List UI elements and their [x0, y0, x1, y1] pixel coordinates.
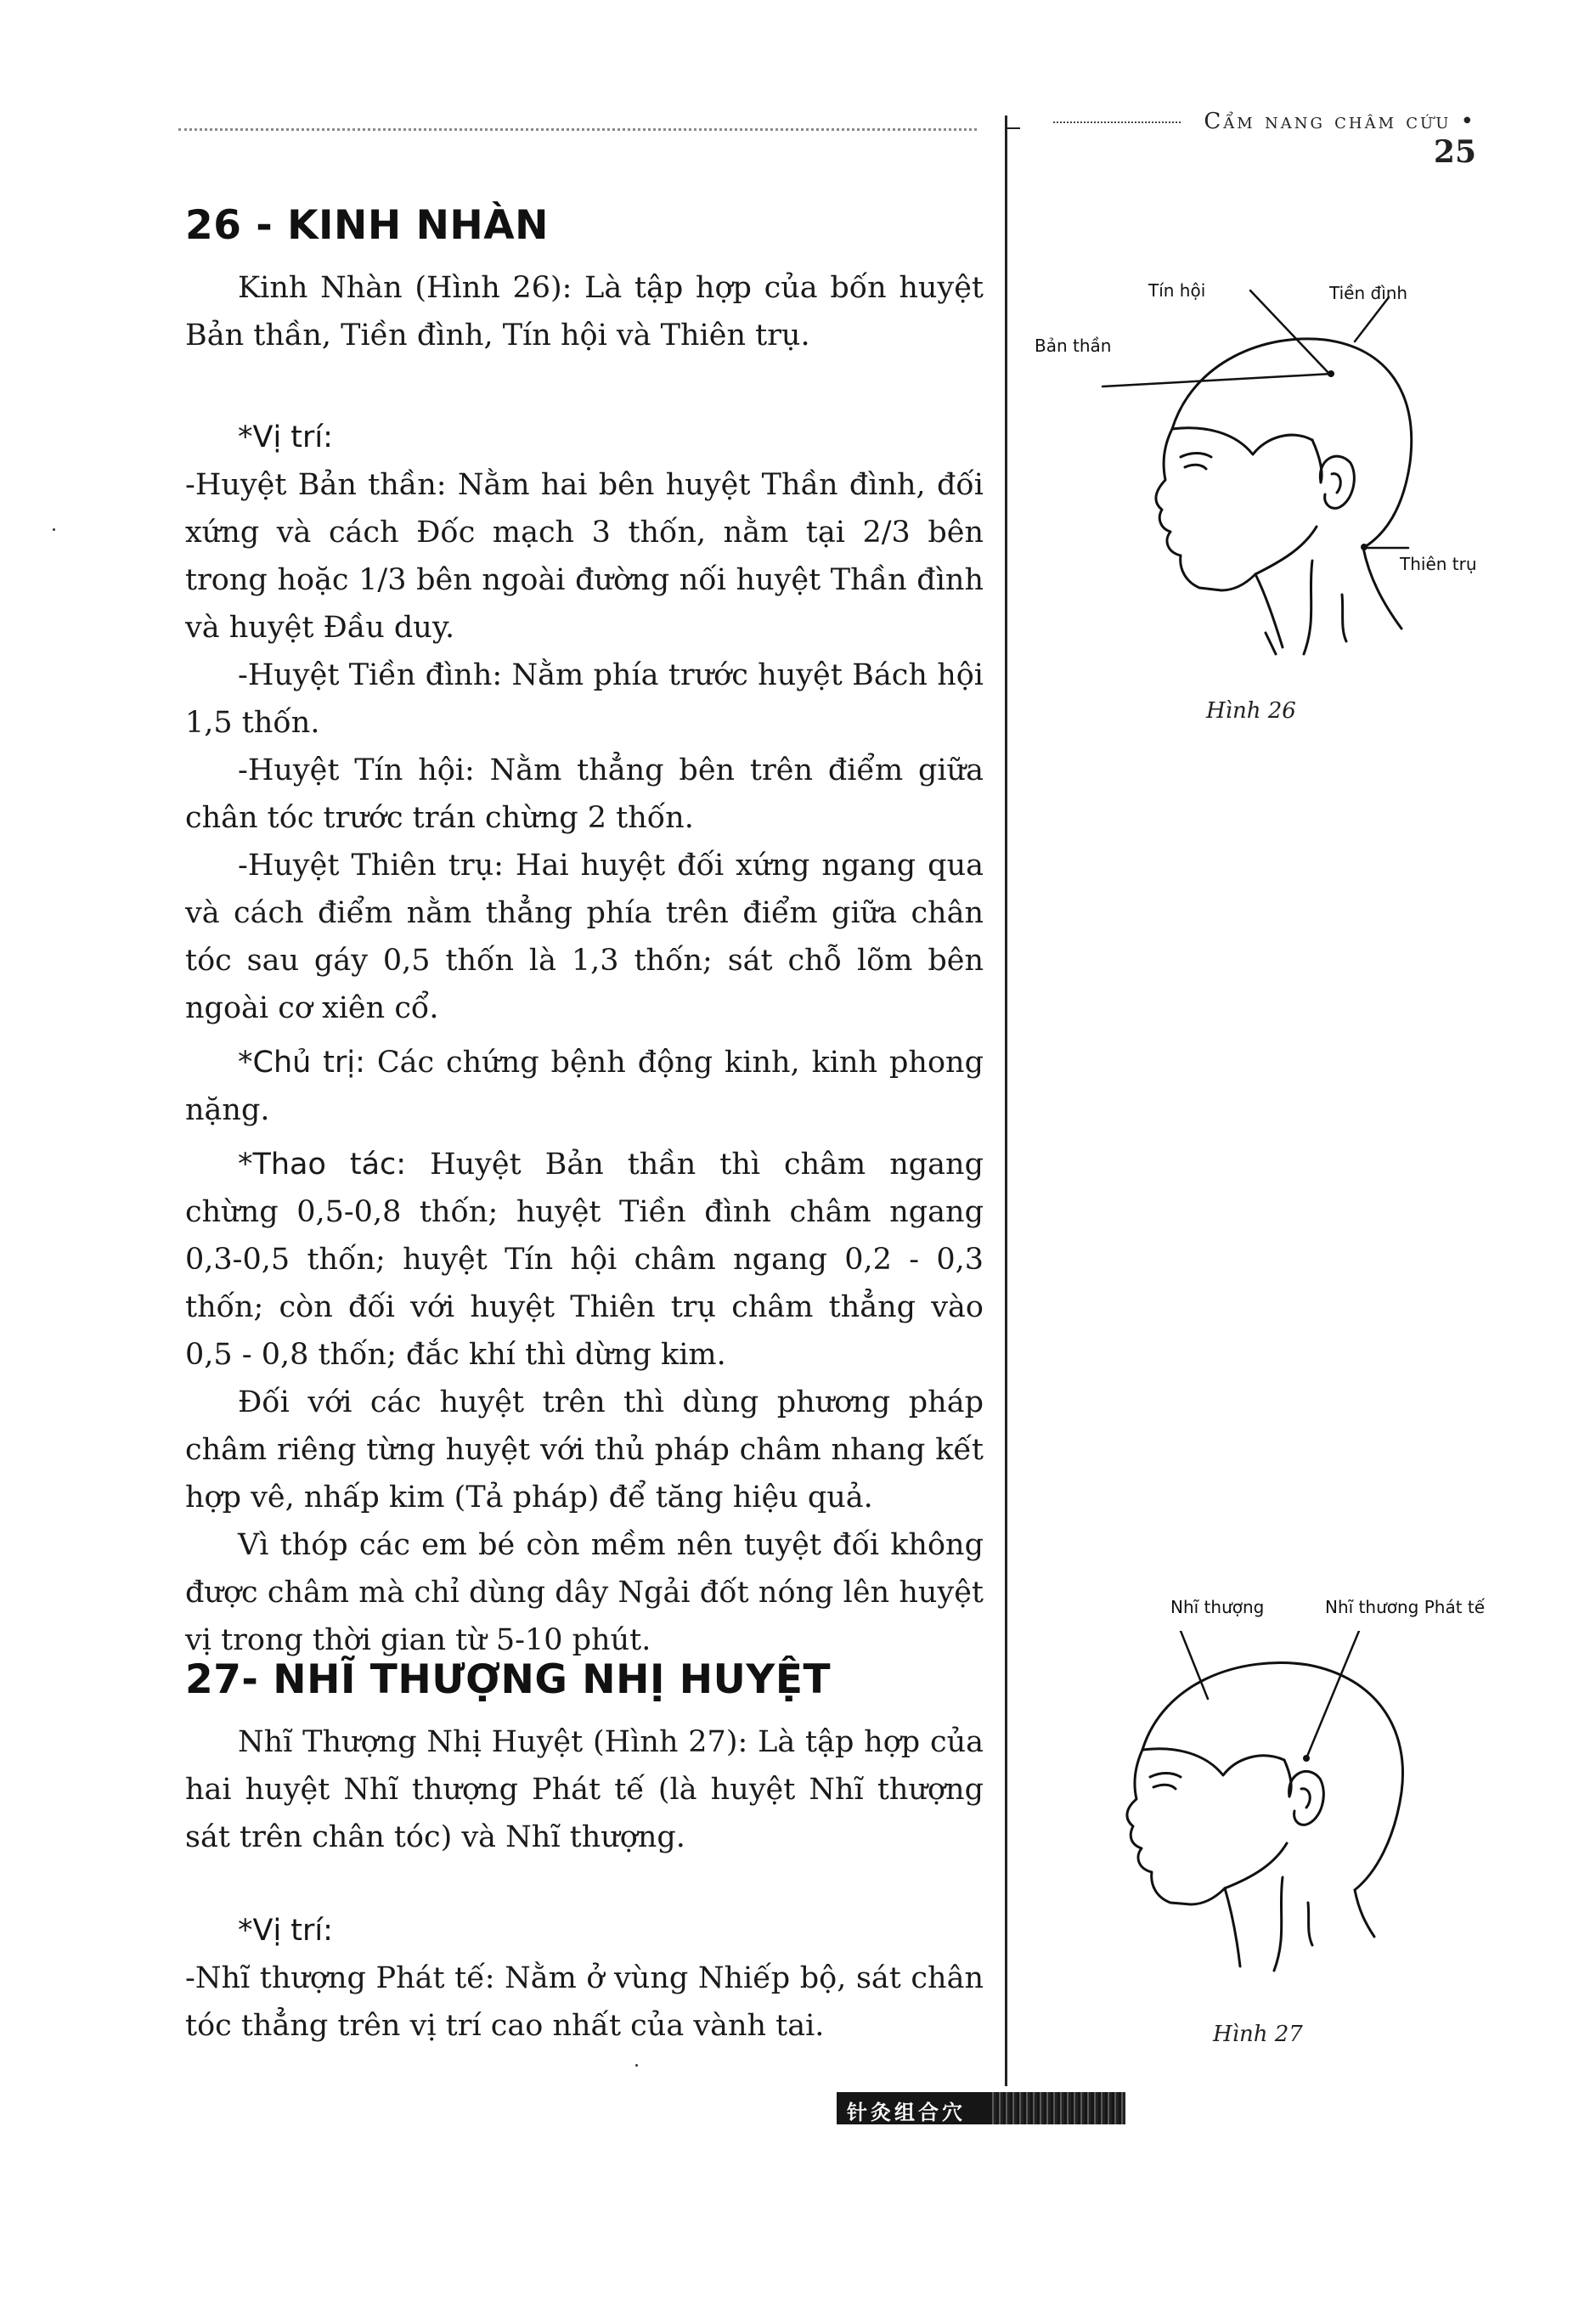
page-number: 25 [1433, 134, 1476, 170]
running-head-title: Cẩm nang châm cứu [1204, 109, 1452, 134]
figure-27-caption: Hình 27 [1213, 2022, 1303, 2047]
scan-speck [53, 528, 55, 531]
section-26-heading: 26 - KINH NHÀN [185, 202, 549, 249]
ear-inner [1301, 1789, 1310, 1808]
location-ban-than: -Huyệt Bản thần: Nằm hai bên huyệt Thần đình, đối xứng và cách Đốc mạch 3 thốn, nằm tại 2/3 bên trong hoặc 1/3 bên ngoài đường nối huyệt Thần đình và huyệt Đầu duy. [185, 468, 984, 645]
pointer-ban-than [1102, 374, 1332, 386]
neck-front [1255, 574, 1283, 647]
ear-outline [1320, 456, 1354, 508]
eye [1185, 465, 1206, 469]
label-nhi-thuong: Nhĩ thượng [1170, 1597, 1265, 1617]
section-27-intro: Nhĩ Thượng Nhị Huyệt (Hình 27): Là tập hợp của hai huyệt Nhĩ thượng Phát tế (là huyệt Nhĩ thượng sát trên chân tóc) và Nhĩ thượng. [185, 1725, 984, 1854]
section-26-extra-1: Đối với các huyệt trên thì dùng phương pháp châm riêng từng huyệt với thủ pháp châm nhang kết hợp vê, nhấp kim (Tả pháp) để tăng hiệu quả. [185, 1385, 984, 1515]
location-label-text: *Vị trí: [238, 420, 333, 454]
ear-inner [1332, 474, 1340, 493]
technique-label: *Thao tác: [238, 1148, 407, 1182]
location-nhi-thuong-phat-te: -Nhĩ thượng Phát tế: Nằm ở vùng Nhiếp bộ, sát chân tóc thẳng trên vị trí cao nhất của vành tai. [185, 1961, 984, 2043]
point-thien-tru [1361, 544, 1368, 550]
section-27-heading: 27- NHĨ THƯỢNG NHỊ HUYỆT [185, 1656, 832, 1703]
skull-outline [1172, 339, 1412, 548]
top-dotted-rule [178, 128, 977, 131]
footer-stamp [837, 2092, 1125, 2124]
section-26 [185, 202, 984, 1664]
column-divider [1005, 116, 1007, 2086]
indication-label: *Chủ trị: [238, 1046, 365, 1080]
running-head-rule [1053, 121, 1181, 123]
neck-fold-2 [1308, 1903, 1312, 1945]
indication-text: Các chứng bệnh động kinh, kinh phong nặng. [185, 1046, 984, 1127]
neck-back [1363, 548, 1401, 629]
neck-front [1225, 1888, 1240, 1966]
eyebrow [1150, 1774, 1181, 1778]
label-tien-dinh: Tiền đình [1329, 283, 1408, 303]
section-26-intro: Kinh Nhàn (Hình 26): Là tập hợp của bốn huyệt Bản thần, Tiền đình, Tín hội và Thiên trụ. [185, 271, 984, 353]
neck-fold-1 [1304, 561, 1312, 654]
footer-stamp-text: 针灸组合穴 [847, 2101, 966, 2124]
section-26-extra-2: Vì thóp các em bé còn mềm nên tuyệt đối không được châm mà chỉ dùng dây Ngải đốt nóng lên huyệt vị trong thời gian từ 5-10 phút. [185, 1528, 984, 1657]
location-label-text: *Vị trí: [238, 1914, 333, 1948]
eyebrow [1181, 454, 1211, 458]
pointer-nhi-thuong [1181, 1631, 1208, 1699]
divider-tick [1005, 127, 1020, 129]
neck-back [1355, 1890, 1374, 1937]
neck-fold-3 [1266, 633, 1276, 654]
label-tin-hoi: Tín hội [1148, 280, 1206, 301]
section-26-indication [185, 1039, 984, 1134]
label-nhi-thuong-phat-te: Nhĩ thương Phát tế [1325, 1597, 1486, 1617]
point-tin-hoi [1328, 370, 1334, 377]
location-thien-tru: -Huyệt Thiên trụ: Hai huyệt đối xứng ngang qua và cách điểm nằm thẳng phía trên điểm giữa chân tóc sau gáy 0,5 thốn là 1,3 thốn; sát chỗ lõm bên ngoài cơ xiên cổ. [185, 849, 984, 1025]
ear-outline [1289, 1771, 1324, 1825]
figure-27-head-illustration [1096, 1631, 1469, 2030]
figure-26-caption: Hình 26 [1206, 698, 1296, 724]
location-tien-dinh: -Huyệt Tiền đình: Nằm phía trước huyệt Bách hội 1,5 thốn. [185, 658, 984, 740]
scan-speck [635, 2064, 638, 2067]
eye [1153, 1785, 1176, 1789]
label-thien-tru: Thiên trụ [1400, 554, 1477, 574]
point-nhi-thuong-phat-te [1303, 1755, 1310, 1762]
pointer-nhi-thuong-phat-te [1306, 1631, 1359, 1758]
pointer-tin-hoi [1250, 290, 1329, 374]
section-27 [185, 1656, 984, 2050]
sideburn [1284, 1760, 1291, 1797]
hairline [1142, 1749, 1284, 1775]
jaw-line [1255, 527, 1317, 574]
label-ban-than: Bản thần [1035, 336, 1112, 356]
section-26-location-label [185, 414, 984, 461]
pointer-tien-dinh [1355, 297, 1389, 341]
running-head [1018, 109, 1476, 170]
location-tin-hoi: -Huyệt Tín hội: Nằm thẳng bên trên điểm giữa chân tóc trước trán chừng 2 thốn. [185, 753, 984, 835]
footer-stamp-texture [990, 2092, 1125, 2124]
bullet-icon: • [1460, 109, 1476, 134]
technique-text: Huyệt Bản thần thì châm ngang chừng 0,5-0,8 thốn; huyệt Tiền đình châm ngang 0,3-0,5 thốn; huyệt Tín hội châm ngang 0,2 - 0,3 thốn; còn đối với huyệt Thiên trụ châm thẳng vào 0,5 - 0,8 thốn; đắc khí thì dừng kim. [185, 1148, 984, 1372]
section-26-technique [185, 1141, 984, 1379]
neck-fold-1 [1274, 1877, 1283, 1971]
face-profile [1127, 1750, 1225, 1904]
figure-26-head-illustration [1011, 255, 1486, 697]
jaw-line [1225, 1843, 1287, 1888]
section-27-location-label [185, 1907, 984, 1955]
hairline [1172, 428, 1312, 454]
neck-fold-2 [1342, 595, 1346, 641]
